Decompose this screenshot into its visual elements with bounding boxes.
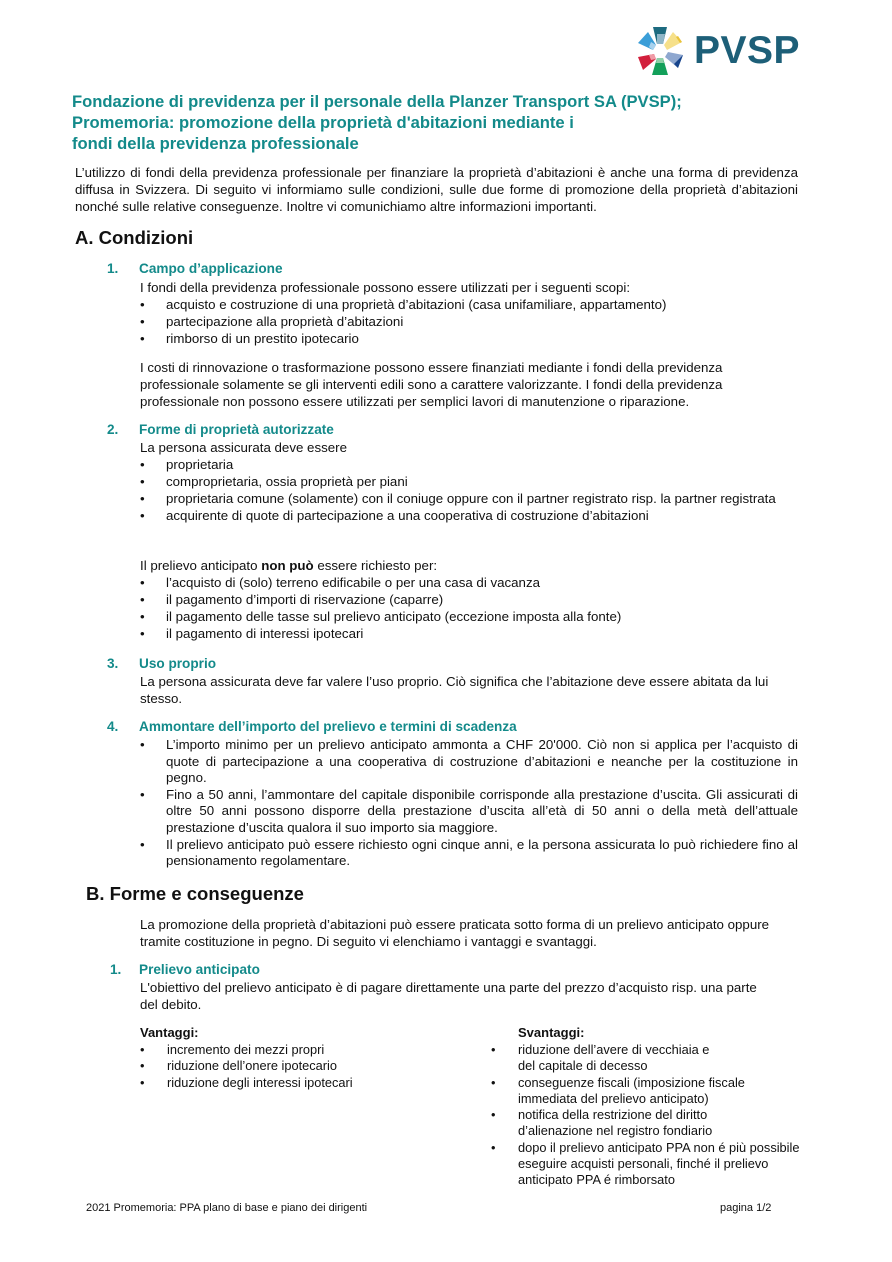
list-item: • L’importo minimo per un prelievo anticipato ammonta a CHF 20'000. Ciò non si applica per l’acquisto di quote di partecipazione a una cooperativa di costruzione d’abitazioni e neanche per la costituzione in pegno.	[140, 737, 798, 787]
title-line-3: fondi della previdenza professionale	[72, 134, 359, 153]
footer-document-name: 2021 Promemoria: PPA plano di base e piano dei dirigenti	[86, 1202, 368, 1214]
a4-list	[140, 737, 798, 870]
title-line-1: Fondazione di previdenza per il personale della Planzer Transport SA (PVSP);	[72, 92, 682, 111]
title-line-2: Promemoria: promozione della proprietà d'abitazioni mediante i	[72, 113, 574, 132]
subsection-a3-heading	[107, 656, 216, 671]
list-item: • dopo il prelievo anticipato PPA non é più possibile eseguire acquisti personali, finché il prelievo anticipato PPA é rimborsato	[491, 1140, 806, 1189]
section-a-heading: A. Condizioni	[75, 227, 194, 248]
subsection-title: Ammontare dell’importo del prelievo e termini di scadenza	[139, 719, 517, 734]
list-item: • conseguenze fiscali (imposizione fiscale immediata del prelievo anticipato)	[491, 1075, 768, 1108]
disadvantages-list	[491, 1042, 806, 1189]
list-item: • acquirente di quote di partecipazione a una cooperativa di costruzione d’abitazioni	[140, 507, 798, 524]
a2-exclusions-list	[140, 574, 798, 642]
subsection-a2-heading	[107, 422, 334, 437]
list-item: • proprietaria comune (solamente) con il coniuge oppure con il partner registrato risp. la partner registrata	[140, 490, 798, 507]
subsection-a4-heading	[107, 719, 517, 734]
list-item: • riduzione dell’avere di vecchiaia e del capitale di decesso	[491, 1042, 718, 1075]
subsection-number: 1.	[110, 962, 122, 977]
subsection-title: Forme di proprietà autorizzate	[139, 422, 334, 437]
list-item: • il pagamento d’importi di riservazione (caparre)	[140, 591, 798, 608]
list-item: • l’acquisto di (solo) terreno edificabile o per una casa di vacanza	[140, 574, 798, 591]
exclusions-lead-text: Il prelievo anticipato	[140, 558, 262, 573]
footer-page-number: pagina 1/2	[720, 1202, 772, 1214]
subsection-number: 2.	[107, 422, 119, 437]
list-item: • il pagamento di interessi ipotecari	[140, 625, 798, 642]
a2-exclusions-lead	[140, 557, 798, 574]
advantages-list	[140, 1042, 470, 1091]
list-item: • riduzione degli interessi ipotecari	[140, 1075, 470, 1091]
disadvantages-heading: Svantaggi:	[518, 1025, 585, 1040]
a2-list	[140, 456, 798, 524]
list-item: • rimborso di un prestito ipotecario	[140, 330, 798, 347]
list-item: • notifica della restrizione del diritto d’alienazione nel registro fondiario	[491, 1107, 748, 1140]
exclusions-lead-bold: non può	[261, 558, 314, 573]
pvsp-logo	[634, 24, 814, 78]
subsection-number: 3.	[107, 656, 119, 671]
list-item: • Fino a 50 anni, l’ammontare del capitale disponibile corrisponde alla prestazione d’uscita. Gli assicurati di oltre 50 anni possono disporre della prestazione d’uscita all’età di 50 anni o della metà dell’attuale prestazione d’uscita qualora il suo importo sia maggiore.	[140, 787, 798, 837]
list-item: • partecipazione alla proprietà d’abitazioni	[140, 313, 798, 330]
a2-lead: La persona assicurata deve essere	[140, 440, 347, 455]
subsection-title: Campo d’applicazione	[139, 261, 283, 276]
a3-text: La persona assicurata deve far valere l’uso proprio. Ciò significa che l’abitazione deve essere abitata da lui stesso.	[140, 674, 769, 706]
list-item: • comproprietaria, ossia proprietà per piani	[140, 473, 798, 490]
list-item: • Il prelievo anticipato può essere richiesto ogni cinque anni, e la persona assicurata lo può richiedere fino al pensionamento regolamentare.	[140, 837, 798, 870]
a1-list	[140, 296, 798, 347]
subsection-title: Uso proprio	[139, 656, 217, 671]
list-item: • proprietaria	[140, 456, 798, 473]
subsection-a1-heading	[107, 261, 283, 276]
logo-text: PVSP	[694, 29, 801, 72]
subsection-number: 1.	[107, 261, 119, 276]
list-item: • il pagamento delle tasse sul prelievo anticipato (eccezione imposta alla fonte)	[140, 608, 798, 625]
exclusions-lead-text-end: essere richiesto per:	[313, 558, 438, 573]
subsection-title: Prelievo anticipato	[139, 962, 260, 977]
a1-note: I costi di rinnovazione o trasformazione possono essere finanziati mediante i fondi della previdenza professionale solamente se gli interventi edili sono a carattere valorizzante. I fondi della previdenza professionale non possono essere utilizzati per semplici lavori di manutenzione o riparazione.	[140, 360, 723, 409]
b1-text: L'obiettivo del prelievo anticipato è di pagare direttamente una parte del prezzo d’acquisto risp. una parte del debito.	[140, 980, 757, 1012]
section-b-heading: B. Forme e conseguenze	[86, 883, 304, 904]
subsection-b1-heading	[110, 962, 260, 977]
list-item: • incremento dei mezzi propri	[140, 1042, 470, 1058]
list-item: • acquisto e costruzione di una proprietà d’abitazioni (casa unifamiliare, appartamento)	[140, 296, 798, 313]
advantages-heading: Vantaggi:	[140, 1025, 199, 1040]
pvsp-pinwheel-logo-icon	[634, 25, 686, 77]
list-item: • riduzione dell’onere ipotecario	[140, 1058, 470, 1074]
intro-paragraph: L’utilizzo di fondi della previdenza professionale per finanziare la proprietà d’abitazioni è anche una forma di previdenza diffusa in Svizzera. Di seguito vi informiamo sulle condizioni, sulle due forme di promozione della proprietà d’abitazioni nonché sulle relative conseguenze. Inoltre vi comunichiamo altre informazioni importanti.	[75, 165, 798, 215]
a1-lead: I fondi della previdenza professionale possono essere utilizzati per i seguenti scopi:	[140, 280, 631, 295]
subsection-number: 4.	[107, 719, 119, 734]
document-title	[72, 91, 792, 154]
b-intro: La promozione della proprietà d’abitazioni può essere praticata sotto forma di un prelievo anticipato oppure tramite costituzione in pegno. Di seguito vi elenchiamo i vantaggi e svantaggi.	[140, 917, 770, 949]
